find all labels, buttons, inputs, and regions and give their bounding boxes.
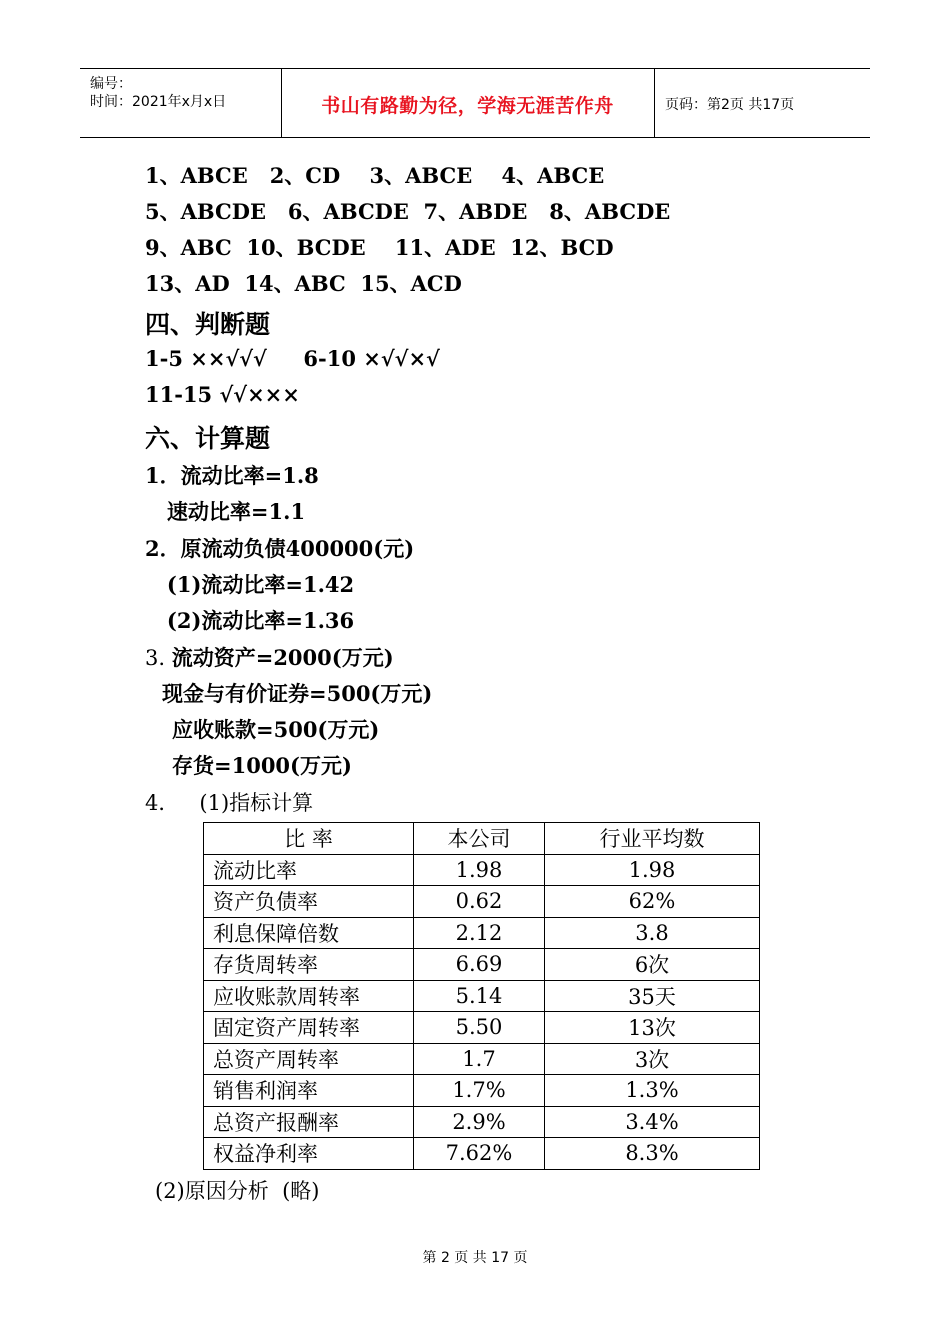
company-value: 1.7 [414, 1043, 545, 1075]
company-value: 2.12 [414, 917, 545, 949]
ratio-name: 固定资产周转率 [204, 1012, 414, 1044]
header-middle-cell [281, 69, 655, 137]
company-value: 0.62 [414, 886, 545, 918]
ratio-name: 利息保障倍数 [204, 917, 414, 949]
ratio-name: 权益净利率 [204, 1138, 414, 1170]
industry-value: 8.3% [545, 1138, 760, 1170]
industry-value: 6次 [545, 949, 760, 981]
company-value: 2.9% [414, 1106, 545, 1138]
header-company: 本公司 [414, 823, 545, 855]
industry-value: 3.4% [545, 1106, 760, 1138]
judge-heading: 四、判断题 [145, 310, 271, 339]
ratio-name: 存货周转率 [204, 949, 414, 981]
industry-value: 3次 [545, 1043, 760, 1075]
industry-value: 13次 [545, 1012, 760, 1044]
answer-line-2: 5、ABCDE 6、ABCDE 7、ABDE 8、ABCDE [145, 199, 671, 224]
industry-value: 3.8 [545, 917, 760, 949]
table-row [204, 1012, 760, 1044]
page-footer: 第 2 页 共 17 页 [422, 1250, 528, 1266]
company-value: 5.14 [414, 980, 545, 1012]
table-row [204, 854, 760, 886]
date-line: 时间：2021年x月x日 [90, 94, 227, 110]
table-row [204, 1106, 760, 1138]
calc-heading: 六、计算题 [145, 424, 271, 453]
answer-line-4: 13、AD 14、ABC 15、ACD [145, 271, 462, 296]
number-label: 编号： [90, 76, 132, 92]
table-row [204, 1043, 760, 1075]
table-row [204, 1138, 760, 1170]
company-value: 5.50 [414, 1012, 545, 1044]
company-value: 1.98 [414, 854, 545, 886]
ratio-name: 资产负债率 [204, 886, 414, 918]
company-value: 7.62% [414, 1138, 545, 1170]
calc-line-2: 速动比率=1.1 [145, 499, 306, 524]
q3-sub-1: 现金与有价证券=500(万元) [162, 681, 433, 706]
judge-line-1: 1-5 ××√√√ 6-10 ×√√×√ [145, 346, 440, 371]
table-row [204, 1075, 760, 1107]
ratio-table [203, 822, 760, 1170]
q3-prefix: 3. [145, 646, 172, 670]
industry-value: 1.3% [545, 1075, 760, 1107]
header-motto: 书山有路勤为径，学海无涯苦作舟 [321, 95, 614, 117]
company-value: 1.7% [414, 1075, 545, 1107]
table-row [204, 980, 760, 1012]
table-row [204, 949, 760, 981]
ratio-name: 应收账款周转率 [204, 980, 414, 1012]
ratio-name: 总资产周转率 [204, 1043, 414, 1075]
answer-line-3: 9、ABC 10、BCDE 11、ADE 12、BCD [145, 235, 614, 260]
calc-line-4: (1)流动比率=1.42 [145, 572, 355, 597]
judge-line-2: 11-15 √√××× [145, 382, 300, 407]
q4-line: 4． (1)指标计算 [145, 791, 314, 815]
q3-sub-3: 存货=1000(万元) [172, 753, 352, 778]
ratio-name: 流动比率 [204, 854, 414, 886]
table-row [204, 917, 760, 949]
calc-line-3: 2．原流动负债400000(元) [145, 536, 415, 561]
header-page-info: 页码：第2页 共17页 [665, 97, 795, 113]
calc-line-1: 1．流动比率=1.8 [145, 463, 319, 488]
industry-value: 1.98 [545, 854, 760, 886]
table-header-row [204, 823, 760, 855]
industry-value: 35天 [545, 980, 760, 1012]
ratio-name: 销售利润率 [204, 1075, 414, 1107]
header-right-cell [655, 69, 870, 137]
header-industry: 行业平均数 [545, 823, 760, 855]
answer-line-1: 1、ABCE 2、CD 3、ABCE 4、ABCE [145, 163, 605, 188]
header-left-cell [80, 69, 282, 137]
table-row [204, 886, 760, 918]
q3-sub-2: 应收账款=500(万元) [172, 717, 380, 742]
q4-footer-line: (2)原因分析 (略) [155, 1179, 320, 1203]
q3-main: 流动资产=2000(万元) [171, 645, 394, 670]
q3-line [145, 642, 394, 672]
header-ratio: 比 率 [204, 823, 414, 855]
ratio-name: 总资产报酬率 [204, 1106, 414, 1138]
industry-value: 62% [545, 886, 760, 918]
company-value: 6.69 [414, 949, 545, 981]
document-header [80, 68, 870, 138]
calc-line-5: (2)流动比率=1.36 [145, 608, 355, 633]
